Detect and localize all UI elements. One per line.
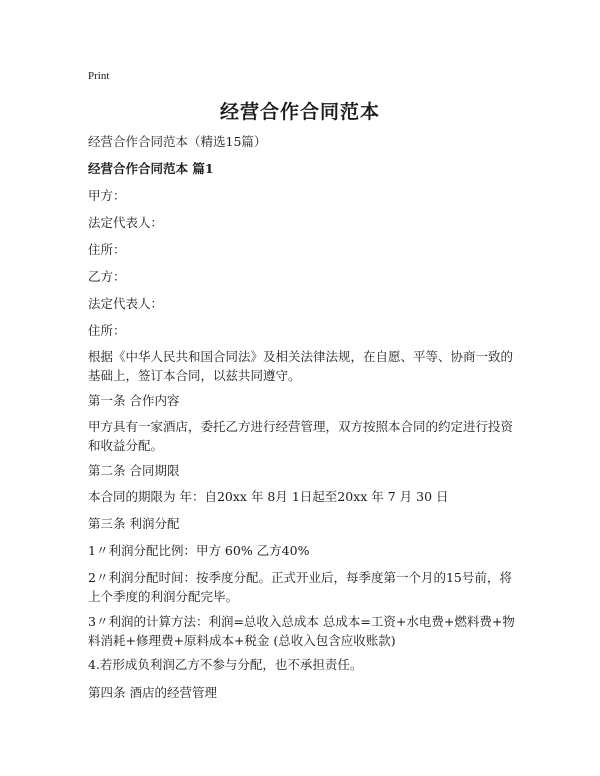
profit-item-4: 4.若形成负利润乙方不参与分配，也不承担责任。 bbox=[88, 657, 363, 672]
article-2-body: 本合同的期限为 年：自20xx 年 8月 1日起至20xx 年 7 月 30 日 bbox=[88, 489, 449, 504]
document-subtitle: 经营合作合同范本（精选15篇） bbox=[88, 134, 267, 149]
legal-rep-b-field: 法定代表人： bbox=[88, 296, 164, 311]
profit-item-2: 2〃利润分配时间：按季度分配。正式开业后，每季度第一个月的15号前，将上个季度的利润分配完毕。 bbox=[88, 570, 512, 604]
preamble-paragraph: 根据《中华人民共和国合同法》及相关法律法规，在自愿、平等、协商一致的基础上，签订本合同，以兹共同遵守。 bbox=[88, 349, 514, 383]
party-a-field: 甲方： bbox=[88, 188, 126, 203]
profit-item-3: 3〃利润的计算方法：利润=总收入总成本 总成本=工资+水电费+燃料费+物料消耗+修理费+原料成本+税金 (总收入包含应收账款) bbox=[88, 614, 515, 648]
address-a-field: 住所： bbox=[88, 242, 126, 257]
article-1-body: 甲方具有一家酒店，委托乙方进行经营管理，双方按照本合同的约定进行投资和收益分配。 bbox=[88, 419, 514, 453]
party-b-field: 乙方： bbox=[88, 269, 126, 284]
profit-item-1: 1〃利润分配比例：甲方 60% 乙方40% bbox=[88, 543, 310, 558]
article-1-title: 第一条 合作内容 bbox=[88, 393, 180, 408]
article-3-title: 第三条 利润分配 bbox=[88, 516, 180, 531]
document-title: 经营合作合同范本 bbox=[219, 101, 380, 123]
article-4-title: 第四条 酒店的经营管理 bbox=[88, 685, 217, 700]
article-2-title: 第二条 合同期限 bbox=[88, 463, 180, 478]
section-heading: 经营合作合同范本 篇1 bbox=[88, 161, 214, 176]
address-b-field: 住所： bbox=[88, 323, 126, 338]
legal-rep-a-field: 法定代表人： bbox=[88, 215, 164, 230]
print-label: Print bbox=[88, 70, 110, 82]
